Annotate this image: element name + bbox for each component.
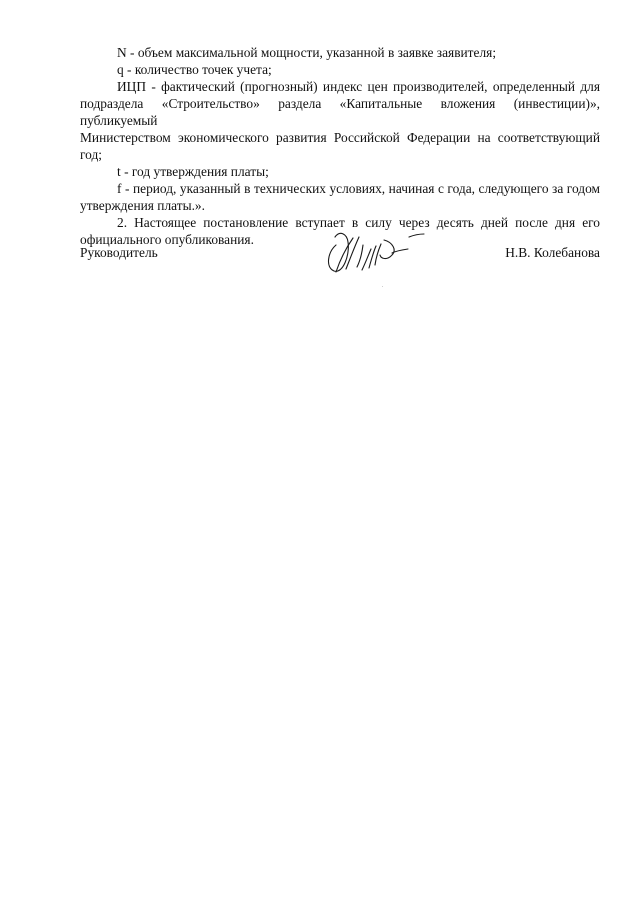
- faint-dot: [382, 286, 383, 287]
- text-line-f-2: утверждения платы.».: [80, 198, 205, 213]
- signer-name: Н.В. Колебанова: [505, 245, 600, 260]
- signer-position: Руководитель: [80, 245, 158, 260]
- text-line-paragraph-2-2: официального опубликования.: [80, 232, 254, 247]
- text-line-icp-2: подраздела «Строительство» раздела «Капитальные вложения (инвестиции)», публикуемый: [80, 96, 600, 128]
- text-line-n: N - объем максимальной мощности, указанной в заявке заявителя;: [117, 45, 497, 60]
- text-line-icp-3: Министерством экономического развития Российской Федерации на соответствующий год;: [80, 130, 600, 162]
- handwritten-signature-icon: [318, 222, 428, 278]
- document-body: [80, 44, 600, 248]
- text-line-q: q - количество точек учета;: [117, 62, 272, 77]
- text-line-f-1: f - период, указанный в технических условиях, начиная с года, следующего за годом: [117, 181, 600, 196]
- text-line-paragraph-2-1: 2. Настоящее постановление вступает в силу через десять дней после дня его: [117, 215, 600, 230]
- text-line-t: t - год утверждения платы;: [117, 164, 269, 179]
- text-line-icp-1: ИЦП - фактический (прогнозный) индекс цен производителей, определенный для: [117, 79, 600, 94]
